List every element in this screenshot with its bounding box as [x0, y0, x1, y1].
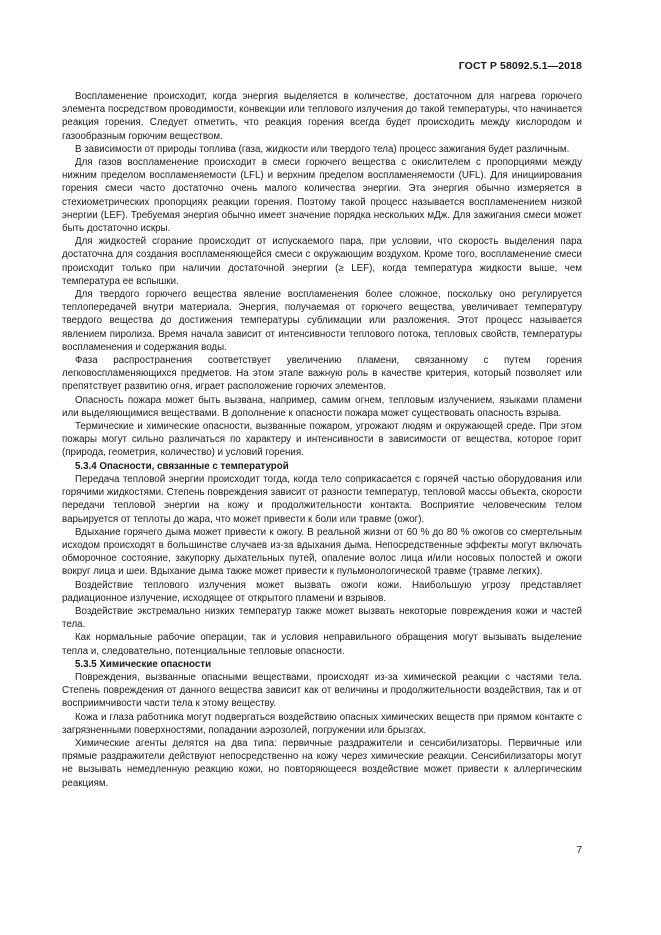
- paragraph: Передача тепловой энергии происходит тогда, когда тело соприкасается с горячей частью оборудования или горячими жидкостями. Степень повреждения зависит от разности температур, тепловой массы объекта, скорости передачи тепловой энергии на кожу и продолжительности контакта. Восприятие человеческим телом варьируется от теплоты до жара, что может привести к боли или травме (ожог).: [62, 473, 582, 525]
- document-body: [62, 90, 582, 790]
- paragraph: Кожа и глаза работника могут подвергаться воздействию опасных химических веществ при прямом контакте с загрязненными поверхностями, попадании аэрозолей, погружении или брызгах.: [62, 711, 582, 736]
- paragraph: Для жидкостей сгорание происходит от испускаемого пара, при условии, что скорость выделения пара достаточна для создания воспламеняющейся смеси с окружающим воздухом. Кроме того, воспламенение смеси происходит только при наличии достаточной энергии (≥ LEF), когда температура жидкости выше, чем температура ее вспышки.: [62, 236, 582, 287]
- paragraph: Воздействие экстремально низких температур также может вызвать некоторые повреждения кожи и частей тела.: [62, 605, 582, 631]
- paragraph: Термические и химические опасности, вызванные пожаром, угрожают людям и окружающей среде. При этом пожары могут сильно различаться по характеру и интенсивности в зависимости от вещества, которое горит (природа, геометрия, количество) и условий горения.: [62, 421, 582, 459]
- paragraph: Для газов воспламенение происходит в смеси горючего вещества с окислителем с пропорциями между нижним пределом воспламеняемости (LFL) и верхним пределом воспламеняемости (UFL). Для инициирования горения смеси часто достаточно очень малого количества энергии. Эта энергия обычно измеряется в стехиометрических пропорциях реакции горения. Поэтому такой процесс называется воспламенением низкой энергии (LEF). Требуемая энергия обычно имеет значение порядка нескольких мДж. Для зажигания смеси может быть достаточно искры.: [62, 157, 582, 235]
- paragraph: Для твердого горючего вещества явление воспламенения более сложное, поскольку оно регулируется теплопередачей внутри материала. Энергия, получаемая от горючего вещества, увеличивает температуру твердого вещества до достижения температуры сублимации или разложения. Этот процесс называется явлением пиролиза. Время начала зависит от интенсивности теплового потока, тепловых свойств, температуры воспламенения и содержания воды.: [62, 289, 582, 353]
- paragraph: Воздействие теплового излучения может вызвать ожоги кожи. Наибольшую угрозу представляет радиационное излучение, исходящее от открытого пламени и взрывов.: [62, 579, 582, 604]
- section-heading: 5.3.4 Опасности, связанные с температурой: [75, 460, 289, 472]
- page-number: 7: [576, 845, 582, 856]
- paragraph: Фаза распространения соответствует увеличению пламени, связанному с путем горения легковоспламеняющихся предметов. На этом этапе важную роль в качестве критерия, который позволяет или препятствует развитию огня, играет расположение горючих элементов.: [62, 355, 582, 393]
- paragraph: Опасность пожара может быть вызвана, например, самим огнем, тепловым излучением, языками пламени или выделяющимися веществами. В дополнение к опасности пожара может существовать опасность взрыва.: [62, 394, 582, 419]
- document-header: ГОСТ Р 58092.5.1—2018: [458, 60, 582, 72]
- paragraph: Повреждения, вызванные опасными веществами, происходят из-за химической реакции с частями тела. Степень повреждения от данного вещества зависит как от величины и продолжительности воздействия, так и от восприимчивости части тела к этому веществу.: [62, 671, 582, 710]
- section-heading: 5.3.5 Химические опасности: [75, 658, 212, 670]
- paragraph: Воспламенение происходит, когда энергия выделяется в количестве, достаточном для нагрева горючего элемента посредством проводимости, конвекции или теплового излучения до такой температуры, что начинается реакция горения. Следует отметить, что реакция горения всегда будет происходить между кислородом и газообразным горючим веществом.: [62, 91, 582, 142]
- paragraph: Как нормальные рабочие операции, так и условия неправильного обращения могут вызывать выделение тепла и, следовательно, потенциальные тепловые опасности.: [62, 632, 582, 657]
- paragraph: В зависимости от природы топлива (газа, жидкости или твердого тела) процесс зажигания будет различным.: [75, 143, 570, 155]
- paragraph: Химические агенты делятся на два типа: первичные раздражители и сенсибилизаторы. Первичные или прямые раздражители действуют непосредственно на кожу через химические реакции. Сенсибилизаторы могут не вызывать немедленную реакцию кожи, но повторяющееся воздействие может привести к аллергическим реакциям.: [62, 737, 582, 789]
- paragraph: Вдыхание горячего дыма может привести к ожогу. В реальной жизни от 60 % до 80 % ожогов со смертельным исходом происходят в большинстве случаев из-за вдыхания дыма. Непосредственные эффекты могут включать обморочное состояние, закупорку дыхательных путей, опаление волос лица и/или носовых полостей и ожоги вокруг лица и шеи. Вдыхание дыма также может привести к пульмонологической травме (травме легких).: [62, 526, 582, 578]
